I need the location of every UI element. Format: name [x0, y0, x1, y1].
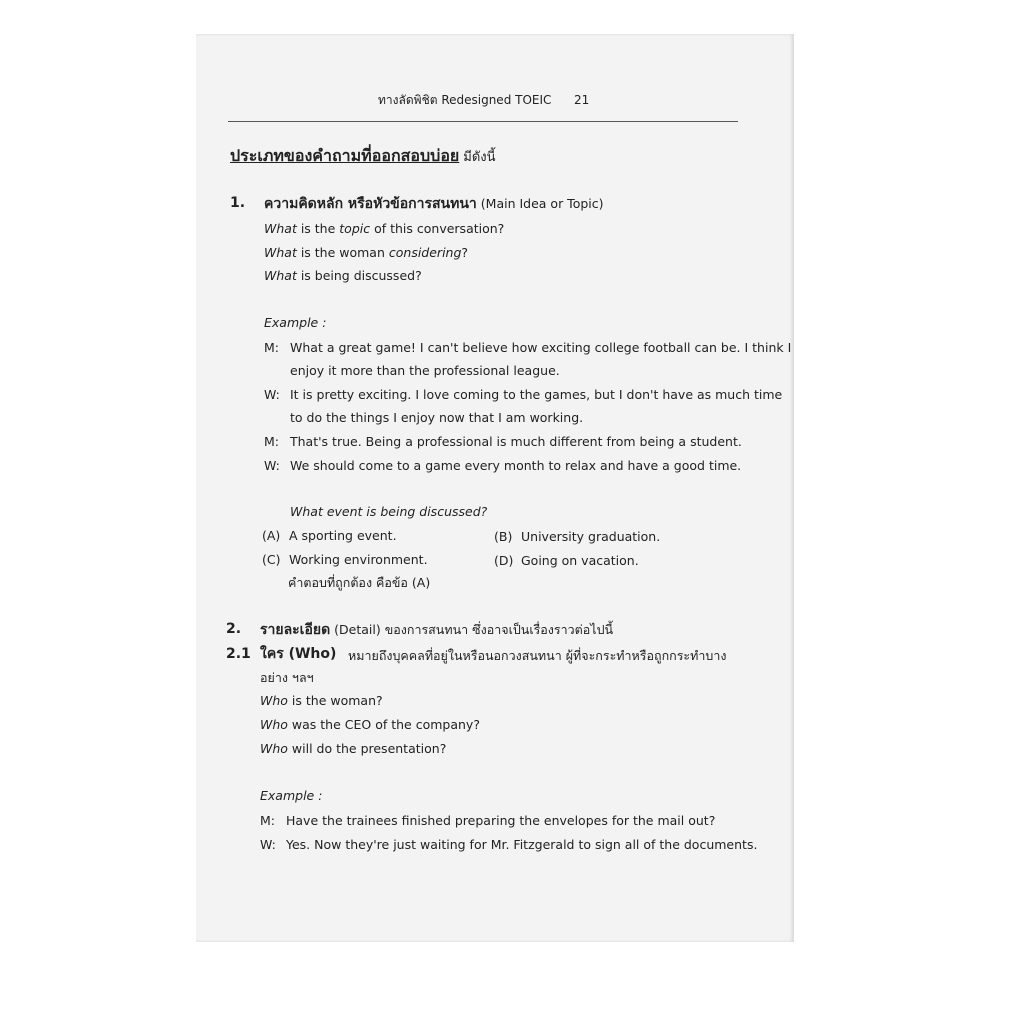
option-d-label: (D): [494, 553, 514, 568]
section1-number: 1.: [230, 195, 246, 211]
subsection-desc: อย่าง ฯลฯ: [260, 670, 314, 685]
subsection-number: 2.1: [226, 646, 251, 662]
page-number: 21: [574, 93, 590, 107]
dialogue-line: Yes. Now they're just waiting for Mr. Fitzgerald to sign all of the documents.: [286, 837, 758, 852]
section2-example-label: Example :: [260, 788, 323, 803]
section1-title-en: (Main Idea or Topic): [480, 196, 604, 211]
section2-title: รายละเอียด (Detail) ของการสนทนา ซึ่งอาจเป็นเรื่องราวต่อไปนี้: [260, 622, 614, 638]
option-b-label: (B): [494, 529, 513, 544]
running-header-title: ทางลัดพิชิต Redesigned TOEIC: [378, 93, 552, 107]
option-c-label: (C): [262, 552, 281, 567]
main-heading-rest: มีดังนี้: [463, 150, 496, 165]
section2-number: 2.: [226, 621, 242, 637]
dialogue-speaker: M:: [260, 813, 275, 828]
section1-question-3: What is being discussed?: [264, 268, 422, 283]
section2-question-1: Who is the woman?: [260, 693, 383, 708]
section1-example-label: Example :: [264, 315, 327, 330]
dialogue-line: to do the things I enjoy now that I am working.: [290, 410, 584, 425]
dialogue-line: We should come to a game every month to relax and have a good time.: [290, 458, 742, 473]
dialogue-line: It is pretty exciting. I love coming to the games, but I don't have as much time: [290, 387, 783, 402]
option-b-text: University graduation.: [521, 529, 661, 544]
section2-question-2: Who was the CEO of the company?: [260, 717, 480, 732]
option-a-text: A sporting event.: [289, 528, 397, 543]
main-heading: [230, 148, 496, 165]
dialogue-speaker: M:: [264, 434, 279, 449]
subsection-desc: หมายถึงบุคคลที่อยู่ในหรือนอกวงสนทนา ผู้ที่จะกระทำหรือถูกกระทำบาง: [348, 648, 727, 663]
section1-question-2: What is the woman considering?: [264, 245, 469, 260]
dialogue-line: What a great game! I can't believe how exciting college football can be. I think I: [290, 340, 792, 355]
option-a-label: (A): [262, 528, 281, 543]
header-rule: [228, 121, 738, 122]
dialogue-speaker: W:: [260, 837, 276, 852]
dialogue-speaker: W:: [264, 387, 280, 402]
dialogue-speaker: M:: [264, 340, 279, 355]
dialogue-speaker: W:: [264, 458, 280, 473]
option-d-text: Going on vacation.: [521, 553, 639, 568]
dialogue-line: Have the trainees finished preparing the envelopes for the mail out?: [286, 813, 716, 828]
section1-title-thai: ความคิดหลัก หรือหัวข้อการสนทนา: [264, 196, 477, 212]
section1-answer: คำตอบที่ถูกต้อง คือข้อ (A): [288, 575, 431, 590]
section1-title: [264, 196, 604, 212]
dialogue-line: enjoy it more than the professional league.: [290, 363, 560, 378]
section1-question-1: What is the topic of this conversation?: [264, 221, 505, 236]
subsection-title: ใคร (Who): [260, 646, 337, 662]
option-c-text: Working environment.: [289, 552, 428, 567]
main-heading-underlined: ประเภทของคำถามที่ออกสอบบ่อย: [230, 146, 460, 165]
book-page: [196, 34, 794, 942]
dialogue-line: That's true. Being a professional is much different from being a student.: [290, 434, 742, 449]
section2-question-3: Who will do the presentation?: [260, 741, 447, 756]
section1-question: What event is being discussed?: [290, 504, 488, 519]
